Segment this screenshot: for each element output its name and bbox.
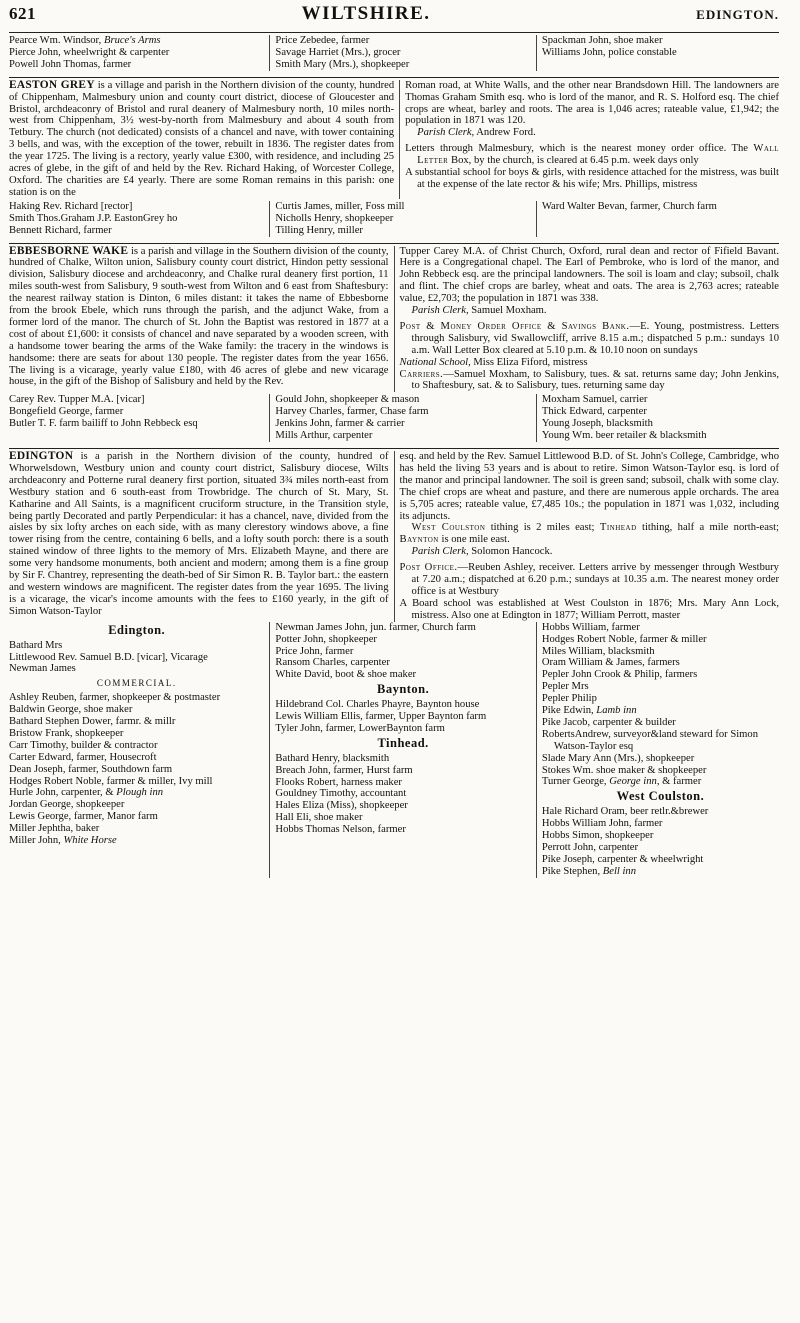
directory-entry: Price Zebedee, farmer — [275, 35, 370, 46]
top-directory — [9, 35, 779, 71]
directory-entry: Tilling Henry, miller — [275, 224, 363, 236]
directory-entry: Moxham Samuel, carrier — [541, 394, 648, 406]
place-name: EDINGTON — [9, 450, 74, 462]
directory-entry: Baldwin George, shoe maker — [9, 704, 133, 716]
directory-entry: Carter Edward, farmer, Housecroft — [9, 751, 157, 763]
edington-dir-col-2: Newman James John, jun. farmer, Church farm Potter John, shopkeeper Price John, farmer Ransom Charles, carpenter White David, boot & shoe maker Baynton. Hildebrand Col. Charles Phayre, Baynton house Lewis William Ellis, farmer, Upper Baynton farm Tyler John, farmer, LowerBaynton farm Tinhead. Bathard Henry, blacksmith Breach John, farmer, Hurst farm Flooks Robert, harness maker Gouldney Timothy, accountant Hales Eliza (Miss), shopkeeper Hall Eli, shoe maker Hobbs Thomas Nelson, farmer — [269, 622, 535, 878]
edington-notes: esq. and held by the Rev. Samuel Littlewood B.D. of St. John's College, Cambridge, who has held the living 53 years and is about to retire. Simon Watson-Taylor esq. is lord of the manor and principal landowner. The soil is green sand; subsoil, chalk with some clay. The chief crops are wheat and pasture, and there are numerous apple orchards. The area is 5,705 acres; rateable value, £7,485 10s.; the population in 1871 was 1,032, including its adjuncts. West Coulston tithing is 2 miles east; Tinhead tithing, half a mile north-east; Baynton is one mile east. Parish Clerk, Solomon Hancock. Post Office.—Reuben Ashley, receiver. Letters arrive by messenger through Westbury at 7.20 a.m.; dispatched at 6.20 p.m.; sundays at 10.35 a.m. The nearest money order office is at Westbury A Board school was established at West Coulston in 1876; Mrs. Mary Ann Lock, mistress. Also one at Edington in 1877; William Perrott, master — [394, 451, 780, 622]
directory-entry: Perrott John, carpenter — [541, 842, 639, 853]
edington-dir-col-3: Hobbs William, farmer Hodges Robert Noble, farmer & miller Miles William, blacksmith Oram William & James, farmers Pepler John Crook & Philip, farmers Pepler Mrs Pepler Philip Pike Edwin, Lamb inn Pike Jacob, carpenter & builder RobertsAndrew, surveyor&land steward for Simon Watson-Taylor esq Slade Mary Ann (Mrs.), shopkeeper Stokes Wm. shoe maker & shopkeeper Turner George, George inn, & farmer West Coulston. Hale Richard Oram, beer retlr.&brewer Hobbs William John, farmer Hobbs Simon, shopkeeper Perrott John, carpenter Pike Joseph, carpenter & wheelwright Pike Stephen, Bell inn — [536, 622, 779, 878]
directory-entry: Bathard Stephen Dower, farmr. & millr — [9, 716, 176, 728]
directory-entry: Pepler John Crook & Philip, farmers — [541, 669, 698, 681]
ebbesborne-description: EBBESBORNE WAKE is a parish and village in the Southern division of the county, hundred of Chalke, Wilton union, Salisbury county court district, Hindon petty sessional division, Salisbury diocese and archdeaconry, and Chalke rural deanery first portion, 11 miles south-west from Salisbury, 9 south-west from Wilton and 6 east from Shaftesbury: the nearest railway station is Dinton, 6 miles distant: it takes the name of Ebbesborne from the brook Ebele, which runs through the parish, and the adjunct Wake, from a former lord of the manor. The church of St. John the Baptist was restored in 1877 at a cost of about £1,600: it consists of chancel and nave separated by a wooden screen, with a handsome tower bearing the arms of the Wake family: the tracery in the windows is handsome: there are seats for about 130 people. The register dates from the year 1656. The living is a vicarage, yearly value £180, with 46 acres of glebe and new vicarage house, in the gift of the Bishop of Salisbury and held by the Rev. — [9, 244, 389, 388]
directory-entry: Harvey Charles, farmer, Chase farm — [275, 406, 429, 418]
directory-entry: Pike Joseph, carpenter & wheelwright — [541, 853, 704, 865]
edington-dir-col-1: Edington. Bathard Mrs Littlewood Rev. Samuel B.D. [vicar], Vicarage Newman James COMMERCIAL. Ashley Reuben, farmer, shopkeeper & postmaster Baldwin George, shoe maker Bathard Stephen Dower, farmr. & millr Bristow Frank, shopkeeper Carr Timothy, builder & contractor Carter Edward, farmer, Housecroft Dean Joseph, farmer, Southdown farm Hodges Robert Noble, farmer & miller, Ivy mill Hurle John, carpenter, & Plough inn Jordan George, shopkeeper Lewis George, farmer, Manor farm Miller Jephtha, baker Miller John, White Horse — [9, 622, 269, 878]
directory-entry: Pearce Wm. Windsor, Bruce's Arms — [9, 35, 161, 46]
directory-entry: Stokes Wm. shoe maker & shopkeeper — [541, 764, 707, 776]
directory-entry: Hodges Robert Noble, farmer & miller, Ivy mill — [9, 775, 213, 787]
directory-entry: Spackman John, shoe maker — [541, 35, 663, 46]
directory-entry: Breach John, farmer, Hurst farm — [275, 764, 413, 776]
directory-entry: Hurle John, carpenter, & Plough inn — [9, 787, 164, 799]
county-title: WILTSHIRE. — [301, 3, 431, 24]
directory-entry: Oram William & James, farmers — [541, 657, 680, 669]
directory-entry: Miller John, White Horse — [9, 835, 117, 847]
directory-entry: Pepler Philip — [541, 693, 597, 705]
directory-entry: Pike Stephen, Bell inn — [541, 865, 637, 877]
directory-entry: Lewis George, farmer, Manor farm — [9, 811, 158, 823]
directory-entry: Powell John Thomas, farmer — [9, 58, 132, 70]
directory-entry: Miller Jephtha, baker — [9, 823, 100, 835]
directory-entry: Young Wm. beer retailer & blacksmith — [541, 430, 707, 442]
directory-entry: White David, boot & shoe maker — [275, 669, 417, 681]
directory-entry: Gould John, shopkeeper & mason — [275, 394, 420, 406]
directory-entry: Thick Edward, carpenter — [541, 406, 647, 418]
directory-entry: Hales Eliza (Miss), shopkeeper — [275, 800, 408, 812]
edington-section — [9, 451, 779, 622]
directory-entry: RobertsAndrew, surveyor&land steward for Simon Watson-Taylor esq — [541, 728, 758, 752]
place-name: EBBESBORNE WAKE — [9, 244, 129, 257]
directory-entry: Hobbs William John, farmer — [541, 818, 663, 830]
directory-entry: Turner George, George inn, & farmer — [541, 776, 702, 788]
directory-entry: Hobbs Simon, shopkeeper — [541, 830, 654, 842]
directory-entry: Bristow Frank, shopkeeper — [9, 727, 124, 739]
directory-entry: Smith Thos.Graham J.P. EastonGrey ho — [9, 212, 178, 224]
directory-entry: Pike Edwin, Lamb inn — [541, 705, 637, 717]
edington-description: EDINGTON is a parish in the Northern division of the county, hundred of Whorwelsdown, Westbury union and county court district, Salisbury diocese, Wilts archdeaconry and Potterne rural deanery first portion, situated 3¾ miles north-east from Westbury station and 6 south-east from Trowbridge. The church of St. Mary, St. Katharine and All Saints, is a magnificent cruciform structure, in the Transition style, being partly Decorated and partly Perpendicular: it has a chancel, nave, divided from the aisles by six lofty arches on each side, with as many clerestory windows above, a fine tower rising from the centre, containing 6 bells, and a lofty south porch: there is a south stained window of three lights to the memory of Mrs. Elizabeth Mayne, and there are some very handsome monuments, both ancient and modern; among them is a fine group by Sir F. Chantrey, representing the death-bed of Sir Simon R. B. Taylor bart.: the eastern and western windows are magnificent. The register dates from the year 1695. The living is a vicarage, the vicar's income amounts with the fees to £160 yearly, in the gift of Simon Watson-Taylor — [9, 450, 389, 617]
easton-grey-directory — [9, 201, 779, 237]
directory-entry: Carr Timothy, builder & contractor — [9, 739, 158, 751]
directory-entry: Jenkins John, farmer & carrier — [275, 418, 405, 430]
directory-entry: Bennett Richard, farmer — [9, 224, 112, 236]
header-rule — [9, 32, 779, 33]
directory-entry: Ransom Charles, carpenter — [275, 657, 390, 669]
directory-entry: Savage Harriet (Mrs.), grocer — [275, 46, 401, 58]
page-number: 621 — [9, 4, 36, 23]
ebbesborne-directory — [9, 394, 779, 442]
directory-entry: Newman James John, jun. farmer, Church farm — [275, 621, 476, 633]
directory-entry: Carey Rev. Tupper M.A. [vicar] — [9, 394, 145, 406]
place-name: EASTON GREY — [9, 78, 95, 91]
section-rule — [9, 243, 779, 244]
directory-entry: Haking Rev. Richard [rector] — [9, 200, 133, 212]
directory-entry: Littlewood Rev. Samuel B.D. [vicar], Vicarage — [9, 651, 208, 663]
directory-entry: Curtis James, miller, Foss mill — [275, 200, 405, 212]
easton-grey-description: EASTON GREY is a village and parish in the Northern division of the county, hundred of Chippenham, Malmesbury union and county court district, diocese of Gloucester and Bristol, archdeaconry of Bristol and rural deanery of Malmesbury north, 10 miles north-west from Chippenham, 3½ west-by-north from Malmesbury and about 4 south from Tetbury. The church (not dedicated) consists of a chancel and nave, with tower containing 3 bells, and was, with the exception of the tower, rebuilt in 1836. The register dates from the year 1725. The living is a rectory, yearly value £300, with residence, and including 25 acres of glebe, in the gift of and held by the Rev. Richard Haking, of Worcester College, Oxford. The charities are £4 yearly. There are some Roman remains in this parish: one station is on the — [9, 78, 395, 198]
directory-entry: Pierce John, wheelwright & carpenter — [9, 46, 170, 58]
directory-entry: Slade Mary Ann (Mrs.), shopkeeper — [541, 752, 695, 764]
directory-entry: Bongefield George, farmer — [9, 406, 124, 418]
directory-entry: Bathard Henry, blacksmith — [275, 752, 390, 764]
directory-entry: Bathard Mrs — [9, 639, 63, 651]
easton-grey-notes: Roman road, at White Walls, and the other near Brandsdown Hill. The landowners are Thomas Graham Smith esq. who is lord of the manor, and R. S. Holford esq. The chief crops are wheat, barley and roots. The area is 1,046 acres; rateable value, £1,942; the population in 1871 was 120. Parish Clerk, Andrew Ford. Letters through Malmesbury, which is the nearest money order office. The Wall Letter Box, by the church, is cleared at 6.45 p.m. week days only A substantial school for boys & girls, with residence attached for the mistress, was built at the expense of the late rector & his wife; Mrs. Phillips, mistress — [399, 80, 779, 199]
edington-directory — [9, 622, 779, 878]
directory-entry: Pike Jacob, carpenter & builder — [541, 716, 676, 728]
running-head: EDINGTON. — [696, 7, 779, 22]
directory-entry: Hobbs William, farmer — [541, 621, 640, 633]
top-col-3 — [536, 35, 779, 71]
directory-entry: Hale Richard Oram, beer retlr.&brewer — [541, 806, 709, 818]
directory-entry: Williams John, police constable — [541, 46, 677, 58]
ebbesborne-notes: Tupper Carey M.A. of Christ Church, Oxford, rural dean and rector of Fifield Bavant. Here is a Congregational chapel. The Earl of Pembroke, who is lord of the manor, and John Rebbeck esq. are the principal landowners. The soil is loam and clay; subsoil, chalk and flint. The chief crops are barley, wheat and oats. The area is 2,763 acres; rateable value, £2,703; the population in 1871 was 338. Parish Clerk, Samuel Moxham. Post & Money Order Office & Savings Bank.—E. Young, postmistress. Letters through Salisbury, vid Swallowcliff, arrive 8.15 a.m.; dispatched 5 p.m.: sundays 10 a.m. Wall Letter Box cleared at 5.10 p.m. & 10.10 noon on sundays National School, Miss Eliza Fiford, mistress Carriers.—Samuel Moxham, to Salisbury, tues. & sat. returns same day; John Jenkins, to Shaftesbury, sat. & to Salisbury, tues. returning same day — [394, 246, 780, 393]
directory-entry: Nicholls Henry, shopkeeper — [275, 212, 394, 224]
section-rule — [9, 77, 779, 78]
directory-entry: Hall Eli, shoe maker — [275, 812, 363, 824]
directory-entry: Dean Joseph, farmer, Southdown farm — [9, 763, 173, 775]
directory-entry: Smith Mary (Mrs.), shopkeeper — [275, 58, 410, 70]
directory-entry: Young Joseph, blacksmith — [541, 418, 653, 430]
directory-entry: Pepler Mrs — [541, 681, 589, 693]
directory-entry: Tyler John, farmer, LowerBaynton farm — [275, 722, 445, 734]
directory-entry: Hobbs Thomas Nelson, farmer — [275, 824, 406, 836]
directory-entry: Flooks Robert, harness maker — [275, 776, 402, 788]
directory-entry: Lewis William Ellis, farmer, Upper Baynton farm — [275, 711, 487, 723]
ebbesborne-wake-section — [9, 246, 779, 393]
top-col-1 — [9, 35, 269, 71]
section-rule — [9, 448, 779, 449]
directory-entry: Mills Arthur, carpenter — [275, 430, 373, 442]
directory-entry: Hodges Robert Noble, farmer & miller — [541, 633, 707, 645]
directory-entry: Jordan George, shopkeeper — [9, 799, 125, 811]
easton-grey-section — [9, 80, 779, 199]
top-col-2 — [269, 35, 535, 71]
directory-entry: Price John, farmer — [275, 645, 354, 657]
page-header — [9, 3, 779, 30]
directory-entry: Gouldney Timothy, accountant — [275, 788, 407, 800]
directory-entry: Newman James — [9, 663, 76, 675]
directory-entry: Potter John, shopkeeper — [275, 633, 377, 645]
directory-entry: Ashley Reuben, farmer, shopkeeper & postmaster — [9, 692, 221, 704]
directory-entry: Miles William, blacksmith — [541, 645, 655, 657]
directory-entry: Ward Walter Bevan, farmer, Church farm — [541, 200, 717, 212]
directory-entry: Hildebrand Col. Charles Phayre, Baynton house — [275, 699, 480, 711]
directory-entry: Butler T. F. farm bailiff to John Rebbeck esq — [9, 418, 198, 430]
